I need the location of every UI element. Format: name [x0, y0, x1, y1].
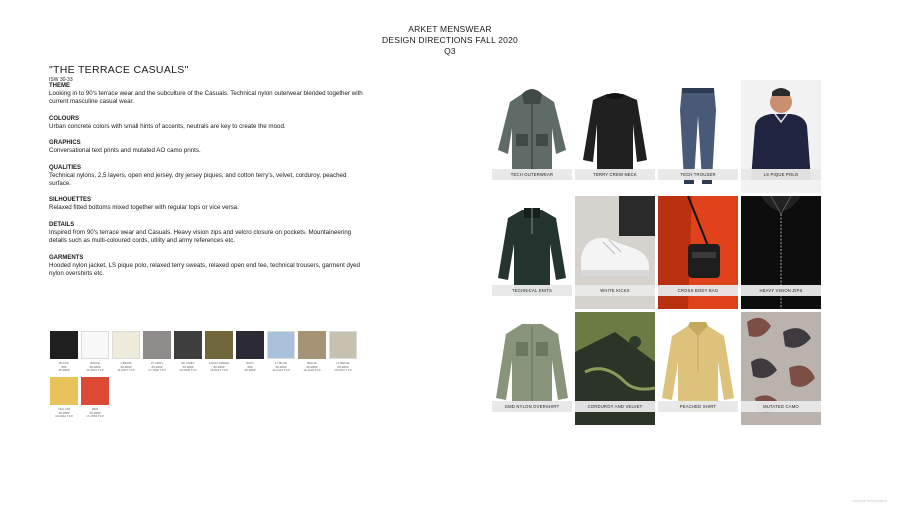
- section-heading: GRAPHICS: [49, 140, 81, 147]
- section-body: Relaxed fitted bottoms mixed together with regular tops or vice versa.: [49, 204, 239, 212]
- swatch-label: [205, 362, 233, 374]
- product-caption: HEAVY VISION ZIPS: [741, 285, 821, 296]
- swatch-label-line: ##-####: [89, 410, 101, 415]
- swatch-chip: [205, 331, 233, 359]
- product-caption: MUTATED CAMO: [741, 401, 821, 412]
- product-tile: [492, 196, 572, 309]
- section-body: Technical nylons, 2,5 layers, open end jersey, dry jersey piques, and cotton terry's, velvet, corduroy, peached surface.: [49, 171, 347, 188]
- colour-swatch: [174, 331, 202, 374]
- swatch-chip: [174, 331, 202, 359]
- product-tile: [741, 312, 821, 425]
- swatch-label-line: BEIGE: [307, 361, 317, 365]
- swatch-label-line: YELLOW: [57, 407, 71, 411]
- swatch-label-line: RED: [91, 407, 99, 411]
- swatch-label-line: ##-####: [213, 364, 225, 369]
- swatch-label: [267, 362, 295, 374]
- swatch-label: [50, 408, 78, 420]
- swatch-label-line: KHAKI GREEN: [208, 361, 230, 365]
- swatch-label-line: ##-####: [337, 364, 349, 369]
- concept-panel: [49, 64, 369, 278]
- document-header: [300, 24, 600, 57]
- quarter-line: Q3: [444, 46, 456, 56]
- swatch-label-line: LT BEIGE: [336, 361, 350, 365]
- product-tile: [658, 196, 738, 309]
- section-heading: COLOURS: [49, 115, 79, 122]
- swatch-chip: [81, 331, 109, 359]
- section-body: Hooded nylon jacket, LS pique polo, relaxed terry sweats, relaxed open end tee, technical trousers, garment dyed nylon overshirts etc.: [49, 261, 360, 278]
- product-tile: [492, 80, 572, 193]
- swatch-label-line: DK GREY: [181, 361, 195, 365]
- swatch-chip: [236, 331, 264, 359]
- product-tile: [741, 80, 821, 193]
- product-caption: PEACHED SHIRT: [658, 401, 738, 412]
- swatch-label-line: 11-0507 TCX: [117, 368, 135, 373]
- swatch-label: [143, 362, 171, 374]
- swatch-label: [81, 408, 109, 420]
- swatch-label-line: 13-0607 TCX: [334, 368, 352, 373]
- section-body: Urban concrete colors with small hints of accents, neutrals are key to create the mood.: [49, 122, 286, 130]
- swatch-label-line: LT BLUE: [275, 361, 287, 365]
- colour-swatch: [81, 331, 109, 374]
- swatch-label-line: ##-####: [58, 368, 70, 373]
- swatch-label-line: 19-3906 TCX: [179, 368, 197, 373]
- section-heading: THEME: [49, 83, 70, 89]
- swatch-label-line: BLACK: [59, 361, 69, 365]
- product-tile: [658, 312, 738, 425]
- swatch-label-line: 17-1563 TCX: [86, 414, 104, 419]
- swatch-row: [50, 377, 360, 420]
- section-list: [49, 83, 369, 278]
- swatch-label: [81, 362, 109, 374]
- colour-swatch: [205, 331, 233, 374]
- swatch-label: [50, 362, 78, 374]
- classification-label: General Information: [851, 498, 887, 503]
- colour-palette: [50, 331, 360, 423]
- colour-swatch: [81, 377, 109, 420]
- swatch-row: [50, 331, 360, 374]
- swatch-chip: [329, 331, 357, 359]
- swatch-chip: [267, 331, 295, 359]
- colour-swatch: [298, 331, 326, 374]
- colour-swatch: [329, 331, 357, 374]
- swatch-chip: [81, 377, 109, 405]
- section-body: Conversational text prints and mutated AO camo prints.: [49, 147, 201, 155]
- swatch-label-line: ###: [247, 364, 253, 369]
- section-heading: DETAILS: [49, 221, 75, 228]
- swatch-label-line: ##-####: [151, 364, 163, 369]
- season-code: ISW 30-33: [49, 77, 73, 83]
- product-caption: TECH OUTERWEAR: [492, 169, 572, 180]
- product-caption: TERRY CREW NECK: [575, 169, 655, 180]
- colour-swatch: [143, 331, 171, 374]
- swatch-label-line: LT GREY: [150, 361, 164, 365]
- swatch-label-line: NAVY: [246, 361, 254, 365]
- swatch-label-line: ##-####: [89, 364, 101, 369]
- colour-swatch: [50, 377, 78, 420]
- swatch-label-line: ##-####: [244, 368, 256, 373]
- swatch-label: [174, 362, 202, 374]
- product-tile: [658, 80, 738, 193]
- product-caption: LS PIQUE POLO: [741, 169, 821, 180]
- swatch-chip: [50, 331, 78, 359]
- swatch-label: [236, 362, 264, 374]
- brand-line: ARKET MENSWEAR: [408, 24, 492, 34]
- swatch-chip: [143, 331, 171, 359]
- swatch-label: [112, 362, 140, 374]
- swatch-label-line: 17-1502 TCX: [148, 368, 166, 373]
- swatch-label-line: ##-####: [182, 364, 194, 369]
- swatch-label-line: ###: [61, 364, 67, 369]
- section-heading: GARMENTS: [49, 254, 84, 261]
- product-grid: [492, 80, 821, 425]
- colour-swatch: [112, 331, 140, 374]
- product-caption: WHITE KICKS: [575, 285, 655, 296]
- swatch-label-line: 16-1118 TCX: [303, 368, 321, 373]
- product-caption: CORDUROY AND VELVET: [575, 401, 655, 412]
- product-tile: [575, 312, 655, 425]
- product-caption: GMD NYLON OVERSHIRT: [492, 401, 572, 412]
- colour-swatch: [267, 331, 295, 374]
- product-tile: [575, 196, 655, 309]
- product-tile: [575, 80, 655, 193]
- product-caption: CROSS BODY BAG: [658, 285, 738, 296]
- section-heading: QUALITIES: [49, 164, 82, 171]
- swatch-label-line: 18-0627 TCX: [210, 368, 228, 373]
- swatch-label-line: ##-####: [306, 364, 318, 369]
- concept-title: "THE TERRACE CASUALS": [49, 64, 189, 76]
- colour-swatch: [236, 331, 264, 374]
- colour-swatch: [50, 331, 78, 374]
- product-caption: TECH TROUSER: [658, 169, 738, 180]
- swatch-label-line: ##-####: [58, 410, 70, 415]
- product-tile: [741, 196, 821, 309]
- swatch-label-line: ##-####: [120, 364, 132, 369]
- swatch-chip: [112, 331, 140, 359]
- swatch-chip: [50, 377, 78, 405]
- swatch-label-line: ##-####: [275, 364, 287, 369]
- swatch-label: [329, 362, 357, 374]
- swatch-chip: [298, 331, 326, 359]
- swatch-label-line: WHITE: [90, 361, 100, 365]
- swatch-label-line: 14-4112 TCX: [272, 368, 290, 373]
- product-tile: [492, 312, 572, 425]
- section-body: Inspired from 90's terrace wear and Casuals. Heavy vision zips and velcro closure on pockets. Mountaineering details such as multi-coloured cords, utility and army references etc.: [49, 228, 352, 245]
- section-heading: SILHOUETTES: [49, 197, 92, 204]
- product-caption: TECHNICAL KNITS: [492, 285, 572, 296]
- section-body: Looking in to 90's terrace wear and the subculture of the Casuals. Technical nylon outerwear blended together with current masculine casual wear.: [49, 90, 363, 106]
- swatch-label-line: 13-0942 TCX: [55, 414, 73, 419]
- swatch-label: [298, 362, 326, 374]
- swatch-label-line: CREAM: [120, 361, 132, 365]
- swatch-label-line: 11-0601 TCX: [86, 368, 104, 373]
- directions-line: DESIGN DIRECTIONS FALL 2020: [382, 35, 518, 45]
